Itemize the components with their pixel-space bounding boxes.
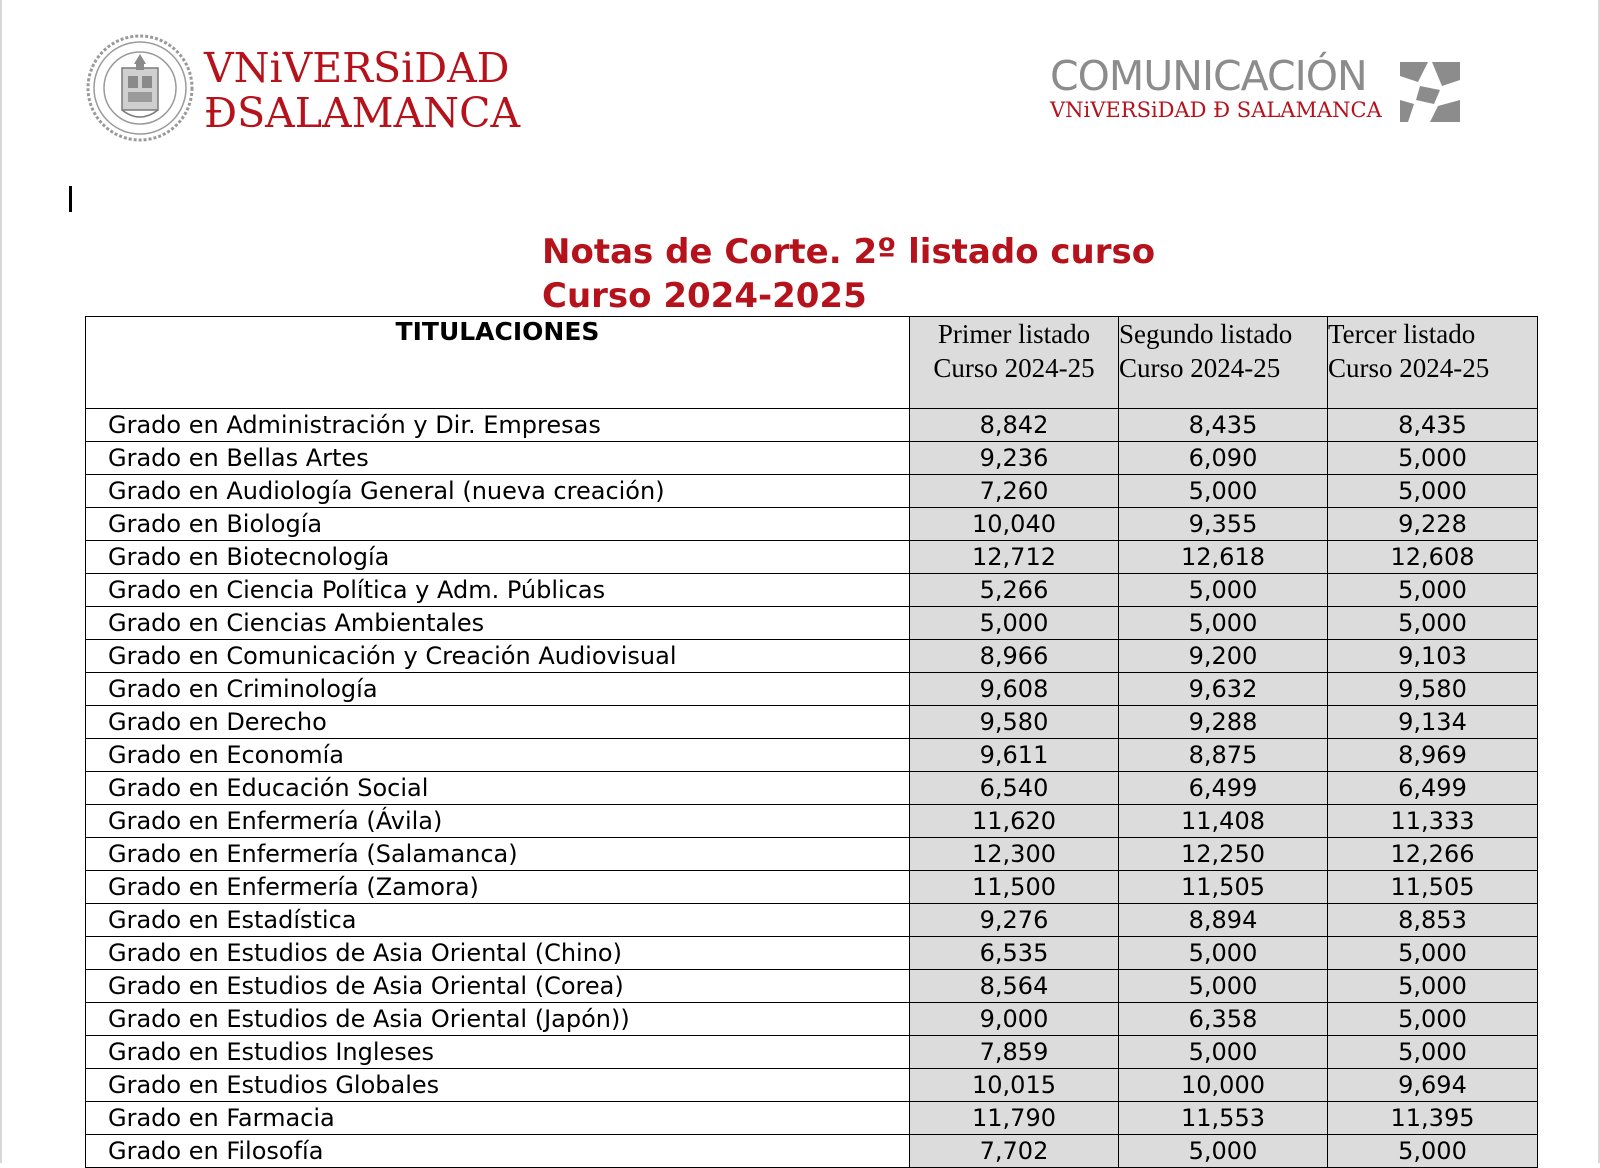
column-header-tercer-listado	[1328, 317, 1538, 409]
segundo-listado-cell: 8,875	[1119, 739, 1328, 772]
segundo-listado-cell: 5,000	[1119, 937, 1328, 970]
segundo-listado-cell: 9,200	[1119, 640, 1328, 673]
segundo-listado-cell: 12,618	[1119, 541, 1328, 574]
degree-name-cell: Grado en Educación Social	[86, 772, 910, 805]
tercer-listado-cell: 11,505	[1328, 871, 1538, 904]
segundo-listado-cell: 11,408	[1119, 805, 1328, 838]
degree-name-cell: Grado en Estudios de Asia Oriental (Chino)	[86, 937, 910, 970]
communication-logo	[1050, 54, 1470, 134]
segundo-listado-cell: 8,894	[1119, 904, 1328, 937]
degree-name-cell: Grado en Comunicación y Creación Audiovisual	[86, 640, 910, 673]
degree-name-cell: Grado en Enfermería (Ávila)	[86, 805, 910, 838]
university-seal-icon	[86, 34, 194, 142]
degree-name-cell: Grado en Audiología General (nueva creación)	[86, 475, 910, 508]
tercer-listado-cell: 12,608	[1328, 541, 1538, 574]
degree-name-cell: Grado en Ciencia Política y Adm. Públicas	[86, 574, 910, 607]
primer-listado-cell: 9,000	[910, 1003, 1119, 1036]
tercer-listado-cell: 9,103	[1328, 640, 1538, 673]
table-body	[86, 409, 1538, 1168]
degree-name-cell: Grado en Estudios de Asia Oriental (Corea)	[86, 970, 910, 1003]
tercer-listado-cell: 9,580	[1328, 673, 1538, 706]
title-line2: Curso 2024-2025	[542, 276, 867, 316]
tercer-listado-cell: 5,000	[1328, 1036, 1538, 1069]
cutoff-grades-table	[85, 316, 1538, 1168]
tercer-listado-cell: 5,000	[1328, 442, 1538, 475]
segundo-listado-cell: 5,000	[1119, 970, 1328, 1003]
degree-name-cell: Grado en Derecho	[86, 706, 910, 739]
primer-listado-cell: 9,611	[910, 739, 1119, 772]
column-header-line1: Tercer listado	[1328, 319, 1476, 349]
column-header-line2: Curso 2024-25	[1119, 353, 1281, 383]
tercer-listado-cell: 5,000	[1328, 970, 1538, 1003]
primer-listado-cell: 5,000	[910, 607, 1119, 640]
degree-name-cell: Grado en Biología	[86, 508, 910, 541]
table-row	[86, 904, 1538, 937]
degree-name-cell: Grado en Filosofía	[86, 1135, 910, 1168]
tercer-listado-cell: 9,228	[1328, 508, 1538, 541]
table-row	[86, 772, 1538, 805]
primer-listado-cell: 9,608	[910, 673, 1119, 706]
table-row	[86, 673, 1538, 706]
table-row	[86, 574, 1538, 607]
column-header-primer-listado	[910, 317, 1119, 409]
primer-listado-cell: 12,300	[910, 838, 1119, 871]
degree-name-cell: Grado en Estadística	[86, 904, 910, 937]
tercer-listado-cell: 5,000	[1328, 475, 1538, 508]
degree-name-cell: Grado en Farmacia	[86, 1102, 910, 1135]
degree-name-cell: Grado en Economía	[86, 739, 910, 772]
table-row	[86, 1102, 1538, 1135]
segundo-listado-cell: 10,000	[1119, 1069, 1328, 1102]
primer-listado-cell: 6,540	[910, 772, 1119, 805]
tercer-listado-cell: 11,395	[1328, 1102, 1538, 1135]
communication-logo-title: COMUNICACIÓN	[1050, 52, 1367, 100]
degree-name-cell: Grado en Enfermería (Zamora)	[86, 871, 910, 904]
table-row	[86, 607, 1538, 640]
column-header-line1: Primer listado	[937, 319, 1091, 349]
primer-listado-cell: 8,966	[910, 640, 1119, 673]
text-cursor	[69, 186, 72, 212]
column-header-titulaciones: TITULACIONES	[86, 317, 910, 409]
degree-name-cell: Grado en Estudios de Asia Oriental (Japón))	[86, 1003, 910, 1036]
primer-listado-cell: 8,564	[910, 970, 1119, 1003]
table-row	[86, 937, 1538, 970]
primer-listado-cell: 11,500	[910, 871, 1119, 904]
segundo-listado-cell: 11,553	[1119, 1102, 1328, 1135]
tercer-listado-cell: 8,853	[1328, 904, 1538, 937]
tercer-listado-cell: 5,000	[1328, 574, 1538, 607]
table-row	[86, 541, 1538, 574]
primer-listado-cell: 9,580	[910, 706, 1119, 739]
segundo-listado-cell: 11,505	[1119, 871, 1328, 904]
tercer-listado-cell: 8,969	[1328, 739, 1538, 772]
table-row	[86, 508, 1538, 541]
table-row	[86, 739, 1538, 772]
title-line1: Notas de Corte. 2º listado curso	[542, 232, 1156, 272]
segundo-listado-cell: 9,355	[1119, 508, 1328, 541]
primer-listado-cell: 11,620	[910, 805, 1119, 838]
tercer-listado-cell: 5,000	[1328, 607, 1538, 640]
table-row	[86, 805, 1538, 838]
primer-listado-cell: 7,260	[910, 475, 1119, 508]
tercer-listado-cell: 8,435	[1328, 409, 1538, 442]
column-header-segundo-listado	[1119, 317, 1328, 409]
primer-listado-cell: 10,015	[910, 1069, 1119, 1102]
degree-name-cell: Grado en Estudios Ingleses	[86, 1036, 910, 1069]
usal-logo-text	[204, 46, 520, 136]
primer-listado-cell: 8,842	[910, 409, 1119, 442]
tercer-listado-cell: 12,266	[1328, 838, 1538, 871]
tercer-listado-cell: 5,000	[1328, 1135, 1538, 1168]
degree-name-cell: Grado en Estudios Globales	[86, 1069, 910, 1102]
degree-name-cell: Grado en Administración y Dir. Empresas	[86, 409, 910, 442]
primer-listado-cell: 7,859	[910, 1036, 1119, 1069]
column-header-line1: Segundo listado	[1119, 319, 1293, 349]
table-row	[86, 475, 1538, 508]
degree-name-cell: Grado en Enfermería (Salamanca)	[86, 838, 910, 871]
page-edge-left	[0, 0, 2, 1163]
table-row	[86, 1036, 1538, 1069]
table-row	[86, 1003, 1538, 1036]
degree-name-cell: Grado en Ciencias Ambientales	[86, 607, 910, 640]
table-row	[86, 409, 1538, 442]
primer-listado-cell: 12,712	[910, 541, 1119, 574]
primer-listado-cell: 11,790	[910, 1102, 1119, 1135]
segundo-listado-cell: 5,000	[1119, 574, 1328, 607]
segundo-listado-cell: 6,499	[1119, 772, 1328, 805]
tercer-listado-cell: 9,694	[1328, 1069, 1538, 1102]
segundo-listado-cell: 9,632	[1119, 673, 1328, 706]
table-row	[86, 838, 1538, 871]
primer-listado-cell: 10,040	[910, 508, 1119, 541]
table-row	[86, 871, 1538, 904]
segundo-listado-cell: 6,358	[1119, 1003, 1328, 1036]
column-header-line2: Curso 2024-25	[1328, 353, 1490, 383]
primer-listado-cell: 6,535	[910, 937, 1119, 970]
segundo-listado-cell: 12,250	[1119, 838, 1328, 871]
tercer-listado-cell: 5,000	[1328, 1003, 1538, 1036]
degree-name-cell: Grado en Criminología	[86, 673, 910, 706]
usal-logo-line2: ÐSALAMANCA	[204, 89, 521, 137]
table-row	[86, 442, 1538, 475]
communication-mark-icon	[1398, 60, 1462, 124]
tercer-listado-cell: 6,499	[1328, 772, 1538, 805]
table-row	[86, 970, 1538, 1003]
tercer-listado-cell: 5,000	[1328, 937, 1538, 970]
segundo-listado-cell: 9,288	[1119, 706, 1328, 739]
table-header-row	[86, 317, 1538, 409]
table-row	[86, 640, 1538, 673]
degree-name-cell: Grado en Biotecnología	[86, 541, 910, 574]
tercer-listado-cell: 11,333	[1328, 805, 1538, 838]
table-row	[86, 706, 1538, 739]
segundo-listado-cell: 5,000	[1119, 607, 1328, 640]
primer-listado-cell: 9,276	[910, 904, 1119, 937]
usal-logo	[86, 34, 521, 144]
communication-logo-subtitle: VNiVERSiDAD Ð SALAMANCA	[1050, 98, 1382, 122]
degree-name-cell: Grado en Bellas Artes	[86, 442, 910, 475]
usal-logo-line1: VNiVERSiDAD	[204, 44, 510, 92]
segundo-listado-cell: 5,000	[1119, 1135, 1328, 1168]
segundo-listado-cell: 5,000	[1119, 1036, 1328, 1069]
primer-listado-cell: 9,236	[910, 442, 1119, 475]
document-title	[542, 230, 1155, 318]
segundo-listado-cell: 6,090	[1119, 442, 1328, 475]
segundo-listado-cell: 5,000	[1119, 475, 1328, 508]
tercer-listado-cell: 9,134	[1328, 706, 1538, 739]
primer-listado-cell: 7,702	[910, 1135, 1119, 1168]
table-row	[86, 1069, 1538, 1102]
segundo-listado-cell: 8,435	[1119, 409, 1328, 442]
column-header-line2: Curso 2024-25	[933, 353, 1095, 383]
primer-listado-cell: 5,266	[910, 574, 1119, 607]
